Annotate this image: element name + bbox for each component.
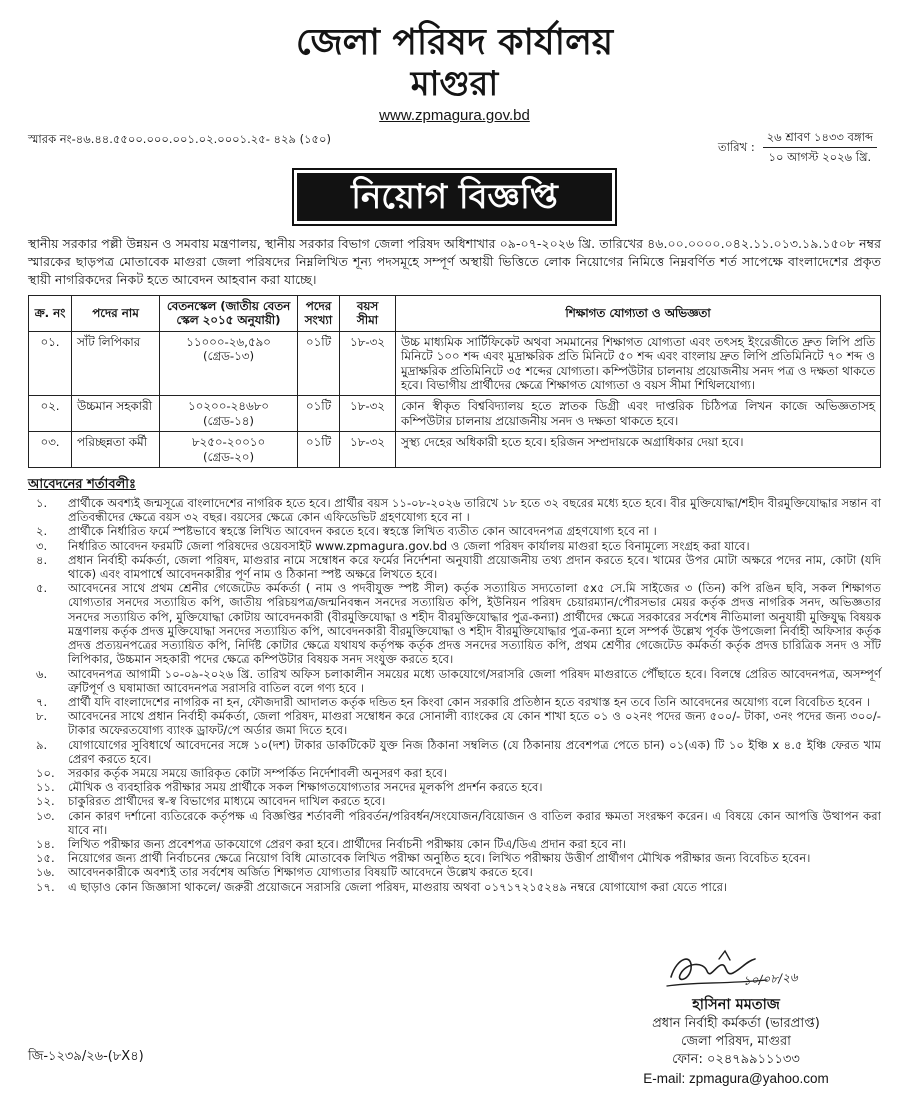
- notice-title-box: [292, 168, 617, 226]
- condition-text: চাকুরিরত প্রার্থীদের স্ব-স্ব বিভাগের মাধ্যমে আবেদন দাখিল করতে হবে।: [68, 794, 386, 809]
- table-row: [29, 331, 881, 396]
- memo-number: স্মারক নং-৪৬.৪৪.৫৫০০.০০০.০০১.০২.০০০১.২৫- ৪২৯ (১৫০): [28, 132, 331, 146]
- footer: [28, 947, 881, 1088]
- memo-row: [28, 130, 881, 166]
- condition-number: ১৩.: [36, 808, 55, 823]
- condition-item: [28, 738, 881, 766]
- table-header-post: পদের নাম: [72, 296, 160, 332]
- condition-text: আবেদনের সাথে প্রথম শ্রেনীর গেজেটেড কর্মকর্তা ( নাম ও পদবীযুক্ত স্পষ্ট সীল) কর্তৃক সত্যায়িত সদ্যতোলা ৫x৫ সে.মি সাইজের ৩ (তিন) কপি রঙিন ছবি, সকল শিক্ষাগত যোগ্যতার সনদের সত্যায়িত কপি, জাতীয় পরিচয়পত্র/জন্মনিবন্ধন সনদের সত্যায়িত কপি, ইউনিয়ন পরিষদ চেয়ারম্যান/পৌরসভার মেয়র কর্তৃক প্রদত্ত নাগরিক সনদ, অভিজ্ঞতার সনদের সত্যায়িত কপি, মুক্তিযোদ্ধা কোটায় আবেদনকারী (বীরমুক্তিযোদ্ধা ও শহীদ বীরমুক্তিযোদ্ধার পুত্র-কন্যা) প্রার্থীদের ক্ষেত্রে সরকারের সর্বশেষ নীতিমালা অনুযায়ী মুক্তিযুদ্ধ বিষয়ক মন্ত্রণালয় কর্তৃক প্রদত্ত মুক্তিযোদ্ধা সনদের সত্যায়িত কপি, আবেদনকারী বীরমুক্তিযোদ্ধা ও শহীদ বীরমুক্তিযোদ্ধার পুত্র-কন্যা হলে সম্পর্ক উল্লেখ পূর্বক উপজেলা নির্বাহী অফিসার কর্তৃক প্রদত্ত প্রত্যয়নপত্রের সত্যায়িত কপি, নির্দিষ্ট কোটার ক্ষেত্রে যথাযথ কর্তৃপক্ষ কর্তৃক প্রদত্ত সনদের সত্যায়িত কপি, প্রথম শ্রেণীর গেজেটেড কর্মকর্তা কর্তৃক প্রদত্ত চারিত্রিক সনদ ও সাঁট লিপিকার, উচ্চমান সহকারী পদের ক্ষেত্রে কম্পিউটার বিষয়ক সনদ সংযুক্ত করতে হবে।: [68, 581, 882, 667]
- signature-date: ১০/০৮/২৬: [742, 970, 799, 988]
- print-code: জি-১২৩৯/২৬-(৮X৪): [28, 1049, 144, 1064]
- condition-text: প্রার্থী যদি বাংলাদেশের নাগরিক না হন, ফৌজদারী আদালত কর্তৃক দন্ডিত হন কিংবা কোন সরকারি প্রতিষ্ঠান হতে বরখাস্ত হন তবে তিনি আবেদনের অযোগ্য বলে বিবেচিত হবেন ।: [68, 694, 871, 709]
- cell-scale: [160, 331, 298, 396]
- table-header-row: [29, 296, 881, 332]
- date-bangla: ২৬ শ্রাবণ ১৪৩৩ বঙ্গাব্দ: [763, 130, 877, 148]
- cell-count: ০১টি: [298, 331, 340, 396]
- condition-item: [28, 837, 881, 851]
- scale-grade: (গ্রেড-১৪): [202, 413, 255, 428]
- condition-item: [28, 851, 881, 865]
- letterhead: [28, 0, 881, 126]
- cell-qualification: উচ্চ মাধ্যমিক সার্টিফিকেট অথবা সমমানের শিক্ষাগত যোগ্যতা এবং তৎসহ ইংরেজীতে দ্রুত লিপি প্রতি মিনিটে ১০০ শব্দ এবং মুদ্রাক্ষরিক প্রতি মিনিটে ৫০ শব্দ এবং বাংলায় দ্রুত লিপি প্রতিমিনিটে ৭০ শব্দ ও মুদ্রাক্ষরিক প্রতিমিনিটে ৩৫ শব্দের যোগ্যতা। কম্পিউটার চালনায় প্রয়োজনীয় সনদ পত্র ও দক্ষতা থাকতে হবে। বিভাগীয় প্রার্থীদের ক্ষেত্রে শিক্ষাগত যোগ্যতা ও বয়স সীমা শিথিলযোগ্য।: [396, 331, 881, 396]
- condition-item: [28, 524, 881, 538]
- cell-age: ১৮-৩২: [340, 396, 396, 432]
- condition-number: ২.: [36, 524, 48, 539]
- condition-number: ৫.: [36, 581, 48, 596]
- cell-post: পরিচ্ছন্নতা কর্মী: [72, 432, 160, 468]
- cell-count: ০১টি: [298, 396, 340, 432]
- cell-scale: [160, 432, 298, 468]
- condition-item: [28, 865, 881, 879]
- condition-number: ১৭.: [36, 879, 55, 894]
- condition-item: [28, 496, 881, 524]
- condition-item: [28, 880, 881, 894]
- condition-number: ৩.: [36, 538, 48, 553]
- cell-age: ১৮-৩২: [340, 331, 396, 396]
- scale-value: ১০২০০-২৪৬৮০: [188, 399, 269, 414]
- scale-value: ১১০০০-২৬,৫৯০: [186, 334, 271, 349]
- condition-text: আবেদনকারীকে অবশ্যই তার সর্বশেষ অর্জিত শিক্ষাগত যোগ্যতার বিষয়টি আবেদনে উল্লেখ করতে হবে।: [68, 865, 533, 880]
- condition-number: ১৬.: [36, 865, 55, 880]
- notice-title: নিয়োগ বিজ্ঞপ্তি: [297, 173, 612, 221]
- table-header-qualification: শিক্ষাগত যোগ্যতা ও অভিজ্ঞতা: [396, 296, 881, 332]
- condition-number: ১২.: [36, 794, 55, 809]
- condition-text: আবেদনের সাথে প্রধান নির্বাহী কর্মকর্তা, জেলা পরিষদ, মাগুরা সম্বোধন করে সোনালী ব্যাংকের যে কোন শাখা হতে ০১ ও ০২নং পদের জন্য ৫০০/- টাকা, ৩নং পদের জন্য ৩০০/-টাকার অফেরতযোগ্য ব্যাংক ড্রাফট/পে অর্ডার জমা দিতে হবে।: [68, 709, 881, 738]
- condition-item: [28, 709, 881, 737]
- table-row: [29, 432, 881, 468]
- cell-scale: [160, 396, 298, 432]
- website-url: www.zpmagura.gov.bd: [379, 107, 530, 124]
- condition-number: ১৫.: [36, 851, 55, 866]
- condition-text: এ ছাড়াও কোন জিজ্ঞাসা থাকলে/ জরুরী প্রয়োজনে সরাসরি জেলা পরিষদ, মাগুরায় অথবা ০১৭১৭২১৫২৪৯ নম্বরে যোগাযোগ করা যেতে পারে।: [68, 879, 728, 894]
- condition-text: প্রার্থীকে অবশ্যই জন্মসূত্রে বাংলাদেশের নাগরিক হতে হবে। প্রার্থীর বয়স ১১-০৮-২০২৬ তারিখে ১৮ হতে ৩২ বছরের মধ্যে হতে হবে। বীর মুক্তিযোদ্ধা/শহীদ বীরমুক্তিযোদ্ধার সন্তান বা প্রতিবন্ধীদের ক্ষেত্রে বয়স ৩২ বছর। বয়সের ক্ষেত্রে কোন এফিডেভিট গ্রহণযোগ্য হবে না ।: [68, 496, 881, 525]
- cell-qualification: কোন স্বীকৃত বিশ্ববিদ্যালয় হতে স্নাতক ডিগ্রী এবং দাপ্তরিক চিঠিপত্র লিখন কাজে অভিজ্ঞতাসহ কম্পিউটার চালনায় প্রয়োজনীয় সনদ ও দক্ষতা থাকতে হবে।: [396, 396, 881, 432]
- condition-text: নিয়োগের জন্য প্রার্থী নির্বাচনের ক্ষেত্রে নিয়োগ বিধি মোতাবেক লিখিত পরীক্ষা অনুষ্ঠিত হবে। লিখিত পরীক্ষায় উত্তীর্ণ প্রার্থীগণ মৌখিক পরীক্ষার জন্য বিবেচিত হবেন।: [68, 851, 811, 866]
- condition-item: [28, 667, 881, 695]
- condition-text: যোগাযোগের সুবিধার্থে আবেদনের সঙ্গে ১০(দশ) টাকার ডাকটিকেট যুক্ত নিজ ঠিকানা সম্বলিত (যে ঠিকানায় প্রবেশপত্র পেতে চান) ০১(এক) টি ১০ ইঞ্চি x ৪.৫ ইঞ্চি ফেরত খাম প্রেরণ করতে হবে।: [68, 737, 881, 766]
- condition-number: ১.: [36, 496, 48, 511]
- scale-value: ৮২৫০-২০০১০: [191, 435, 266, 450]
- cell-serial: ০৩.: [29, 432, 72, 468]
- signatory-name: হাসিনা মমতাজ: [692, 997, 780, 1013]
- signature-area: [601, 947, 871, 995]
- condition-text: নির্ধারিত আবেদন ফরমটি জেলা পরিষদের ওয়েবসাইট www.zpmagura.gov.bd ও জেলা পরিষদ কার্যালয় মাগুরা হতে বিনামূল্যে সংগ্রহ করা যাবে।: [68, 538, 750, 553]
- condition-item: [28, 695, 881, 709]
- condition-item: [28, 581, 881, 666]
- condition-item: [28, 553, 881, 581]
- condition-text: প্রধান নির্বাহী কর্মকর্তা, জেলা পরিষদ, মাগুরার নামে সম্বোধন করে ফর্মের নির্দেশনা অনুযায়ী প্রয়োজনীয় তথ্য প্রদান করতে হবে। খামের উপর মোটা অক্ষরে পদের নাম, কোটা (যদি থাকে) এবং বামপার্শ্বে আবেদনকারীর পূর্ণ নাম ও ঠিকানা স্পষ্ট অক্ষরে লিখতে হবে।: [68, 552, 881, 582]
- intro-paragraph: স্থানীয় সরকার পল্লী উন্নয়ন ও সমবায় মন্ত্রণালয়, স্থানীয় সরকার বিভাগ জেলা পরিষদ অধিশাখার ০৯-০৭-২০২৬ খ্রি. তারিখের ৪৬.০০.০০০০.০৪২.১১.০১৩.১৯.১৫০৮ নম্বর স্মারকের ছাড়পত্র মোতাবেক মাগুরা জেলা পরিষদের নিম্নলিখিত শূন্য পদসমূহে সম্পূর্ণ অস্থায়ী ভিত্তিতে লোক নিয়োগের নিমিত্তে নিম্নবর্ণিত শর্ত সাপেক্ষে বাংলাদেশের প্রকৃত স্থায়ী নাগরিকদের নিকট হতে আবেদন আহবান করা যাচ্ছে।: [28, 236, 881, 287]
- cell-serial: ০১.: [29, 331, 72, 396]
- cell-count: ০১টি: [298, 432, 340, 468]
- signatory-designation: প্রধান নির্বাহী কর্মকর্তা (ভারপ্রাপ্ত): [652, 1016, 820, 1031]
- condition-text: মৌখিক ও ব্যবহারিক পরীক্ষার সময় প্রার্থীকে সকল শিক্ষাগতযোগ্যতার সনদের মূলকপি প্রদর্শন করতে হবে।: [68, 780, 543, 795]
- conditions-list: [28, 496, 881, 894]
- district-name: মাগুরা: [410, 64, 499, 104]
- condition-text: লিখিত পরীক্ষার জন্য প্রবেশপত্র ডাকযোগে প্রেরণ করা হবে। প্রার্থীদের নির্বাচনী পরীক্ষায় কোন টিএ/ডিএ প্রদান করা হবে না।: [68, 836, 627, 851]
- condition-text: কোন কারণ দর্শানো ব্যতিরেকে কর্তৃপক্ষ এ বিজ্ঞপ্তির শর্তাবলী পরিবর্তন/পরিবর্ধন/সংযোজন/বিয়োজন ও বাতিল করার ক্ষমতা সংরক্ষণ করেন। এ বিষয়ে কোন আপত্তি উত্থাপন করা যাবে না।: [68, 808, 881, 837]
- conditions-heading: আবেদনের শর্তাবলীঃ: [28, 477, 136, 493]
- cell-serial: ০২.: [29, 396, 72, 432]
- cell-post: সাঁট লিপিকার: [72, 331, 160, 396]
- condition-number: ৯.: [36, 737, 48, 752]
- date-block: [718, 130, 877, 165]
- condition-item: [28, 780, 881, 794]
- condition-number: ১০.: [36, 765, 55, 780]
- table-row: [29, 396, 881, 432]
- condition-item: [28, 794, 881, 808]
- condition-text: সরকার কর্তৃক সময়ে সময়ে জারিকৃত কোটা সম্পর্কিত নির্দেশাবলী অনুসরণ করা হবে।: [68, 765, 447, 780]
- condition-text: আবেদনপত্র আগামী ১০-০৯-২০২৬ খ্রি. তারিখ অফিস চলাকালীন সময়ের মধ্যে ডাকযোগে/সরাসরি জেলা পরিষদ মাগুরাতে পৌঁছাতে হবে। বিলম্বে প্রেরিত আবেদনপত্র, অসম্পূর্ণ ত্রুটিপূর্ণ ও ঘষামাজা আবেদনপত্র সরাসরি বাতিল বলে গণ্য হবে ।: [68, 666, 881, 695]
- condition-number: ৬.: [36, 666, 48, 681]
- signatory-phone: ফোন: ০২৪৭৯৯১১১৩৩: [672, 1052, 800, 1067]
- signatory-office: জেলা পরিষদ, মাগুরা: [681, 1034, 791, 1049]
- vacancy-table: [28, 295, 881, 468]
- condition-item: [28, 809, 881, 837]
- scale-grade: (গ্রেড-২০): [202, 449, 255, 464]
- cell-age: ১৮-৩২: [340, 432, 396, 468]
- table-header-serial: ক্র. নং: [29, 296, 72, 332]
- table-header-scale: বেতনস্কেল (জাতীয় বেতন স্কেল ২০১৫ অনুযায়ী): [160, 296, 298, 332]
- condition-number: ১১.: [36, 780, 55, 795]
- condition-item: [28, 766, 881, 780]
- condition-item: [28, 539, 881, 553]
- scale-grade: (গ্রেড-১৩): [202, 349, 255, 364]
- signatory-email: E-mail: zpmagura@yahoo.com: [643, 1071, 829, 1086]
- condition-number: ৭.: [36, 694, 48, 709]
- date-values: [763, 130, 877, 165]
- table-header-age: বয়স সীমা: [340, 296, 396, 332]
- signature-block: [601, 947, 871, 1088]
- condition-text: প্রার্থীকে নির্ধারিত ফর্মে স্পষ্টভাবে স্বহস্তে লিখিত আবেদন করতে হবে। স্বহস্তে লিখিত ব্যতীত কোন আবেদনপত্র গ্রহণযোগ্য হবে না ।: [68, 524, 657, 539]
- cell-qualification: সুস্থ্য দেহের অধিকারী হতে হবে। হরিজন সম্প্রদায়কে অগ্রাধিকার দেয়া হবে।: [396, 432, 881, 468]
- table-body: [29, 331, 881, 467]
- date-label: তারিখ :: [718, 140, 755, 154]
- condition-number: ৪.: [36, 552, 48, 567]
- condition-number: ১৪.: [36, 836, 55, 851]
- office-name: জেলা পরিষদ কার্যালয়: [295, 22, 614, 63]
- date-english: ১০ আগস্ট ২০২৬ খ্রি.: [768, 150, 872, 164]
- condition-number: ৮.: [36, 709, 48, 724]
- cell-post: উচ্চমান সহকারী: [72, 396, 160, 432]
- table-header-count: পদের সংখ্যা: [298, 296, 340, 332]
